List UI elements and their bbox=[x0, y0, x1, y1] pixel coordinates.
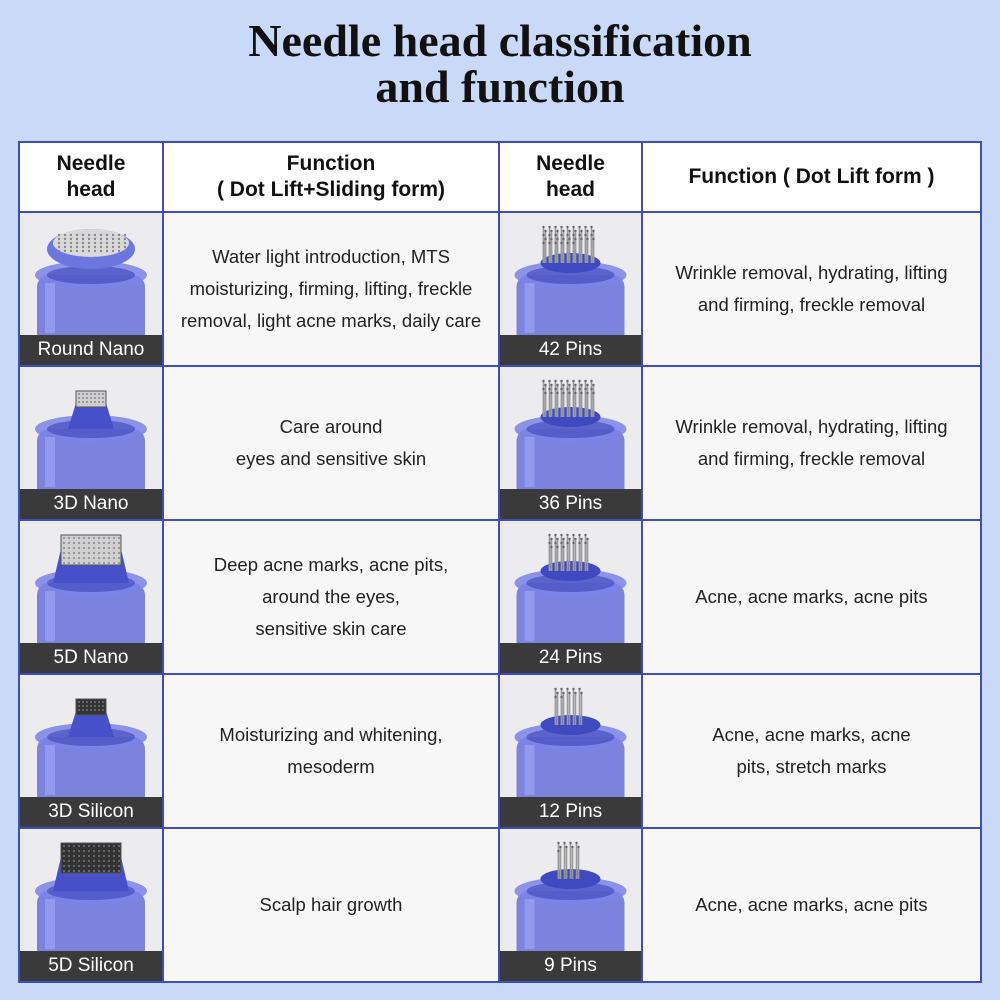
function-text-line: moisturizing, firming, lifting, freckle bbox=[189, 278, 473, 299]
left-needle-head-cell bbox=[19, 520, 163, 674]
3d-silicon-cartridge-icon bbox=[20, 675, 162, 797]
header-needle-head-right: Needle head bbox=[499, 142, 642, 212]
left-needle-head-cell bbox=[19, 366, 163, 520]
page-title bbox=[0, 15, 1000, 112]
right-needle-head-cell bbox=[499, 520, 642, 674]
right-needle-head-label: 24 Pins bbox=[500, 643, 641, 673]
left-function-cell bbox=[163, 828, 499, 982]
left-needle-head-label: Round Nano bbox=[20, 335, 162, 365]
title-line-2: and function bbox=[375, 61, 625, 112]
function-text-line: eyes and sensitive skin bbox=[235, 448, 427, 469]
table-row bbox=[19, 520, 981, 674]
function-text-line: Water light introduction, MTS bbox=[212, 246, 450, 267]
left-needle-head-label: 3D Silicon bbox=[20, 797, 162, 827]
header-function-dot-lift: Function ( Dot Lift form ) bbox=[642, 142, 981, 212]
right-function-cell bbox=[642, 520, 981, 674]
function-text-line: Acne, acne marks, acne pits bbox=[695, 894, 928, 915]
right-function-cell bbox=[642, 212, 981, 366]
table-row bbox=[19, 674, 981, 828]
round-nano-cartridge-icon bbox=[20, 213, 162, 335]
function-text-line: and firming, freckle removal bbox=[697, 448, 926, 469]
table-row bbox=[19, 828, 981, 982]
right-needle-head-cell bbox=[499, 674, 642, 828]
left-needle-head-cell bbox=[19, 674, 163, 828]
24-pin-cartridge-icon bbox=[500, 521, 641, 643]
9-pin-cartridge-icon bbox=[500, 829, 641, 951]
right-function-cell bbox=[642, 674, 981, 828]
header-needle-head-left: Needle head bbox=[19, 142, 163, 212]
function-text-line: Wrinkle removal, hydrating, lifting bbox=[675, 262, 948, 283]
function-text-line: sensitive skin care bbox=[255, 618, 407, 639]
left-function-cell bbox=[163, 674, 499, 828]
right-needle-head-label: 42 Pins bbox=[500, 335, 641, 365]
left-function-cell bbox=[163, 212, 499, 366]
header-function-sliding: Function ( Dot Lift+Sliding form) bbox=[163, 142, 499, 212]
function-text-line: around the eyes, bbox=[262, 586, 400, 607]
left-needle-head-label: 5D Nano bbox=[20, 643, 162, 673]
classification-table bbox=[18, 141, 982, 983]
3d-nano-cartridge-icon bbox=[20, 367, 162, 489]
function-text-line: Care around bbox=[279, 416, 383, 437]
table-row bbox=[19, 212, 981, 366]
5d-silicon-cartridge-icon bbox=[20, 829, 162, 951]
title-line-1: Needle head classification bbox=[248, 15, 752, 66]
function-text-line: mesoderm bbox=[287, 756, 375, 777]
function-text-line: Moisturizing and whitening, bbox=[219, 724, 443, 745]
left-needle-head-cell bbox=[19, 212, 163, 366]
right-needle-head-cell bbox=[499, 212, 642, 366]
right-needle-head-label: 36 Pins bbox=[500, 489, 641, 519]
function-text-line: Wrinkle removal, hydrating, lifting bbox=[675, 416, 948, 437]
left-needle-head-cell bbox=[19, 828, 163, 982]
right-function-cell bbox=[642, 366, 981, 520]
right-needle-head-cell bbox=[499, 828, 642, 982]
36-pin-cartridge-icon bbox=[500, 367, 641, 489]
function-text-line: pits, stretch marks bbox=[736, 756, 887, 777]
left-needle-head-label: 3D Nano bbox=[20, 489, 162, 519]
left-needle-head-label: 5D Silicon bbox=[20, 951, 162, 981]
function-text-line: Deep acne marks, acne pits, bbox=[213, 554, 449, 575]
right-needle-head-label: 12 Pins bbox=[500, 797, 641, 827]
42-pin-cartridge-icon bbox=[500, 213, 641, 335]
right-needle-head-label: 9 Pins bbox=[500, 951, 641, 981]
function-text-line: Scalp hair growth bbox=[259, 894, 403, 915]
function-text-line: removal, light acne marks, daily care bbox=[180, 310, 482, 331]
5d-nano-cartridge-icon bbox=[20, 521, 162, 643]
table-row bbox=[19, 366, 981, 520]
left-function-cell bbox=[163, 520, 499, 674]
function-text-line: Acne, acne marks, acne bbox=[712, 724, 911, 745]
function-text-line: Acne, acne marks, acne pits bbox=[695, 586, 928, 607]
function-text-line: and firming, freckle removal bbox=[697, 294, 926, 315]
left-function-cell bbox=[163, 366, 499, 520]
header-row bbox=[19, 142, 981, 212]
right-needle-head-cell bbox=[499, 366, 642, 520]
right-function-cell bbox=[642, 828, 981, 982]
12-pin-cartridge-icon bbox=[500, 675, 641, 797]
